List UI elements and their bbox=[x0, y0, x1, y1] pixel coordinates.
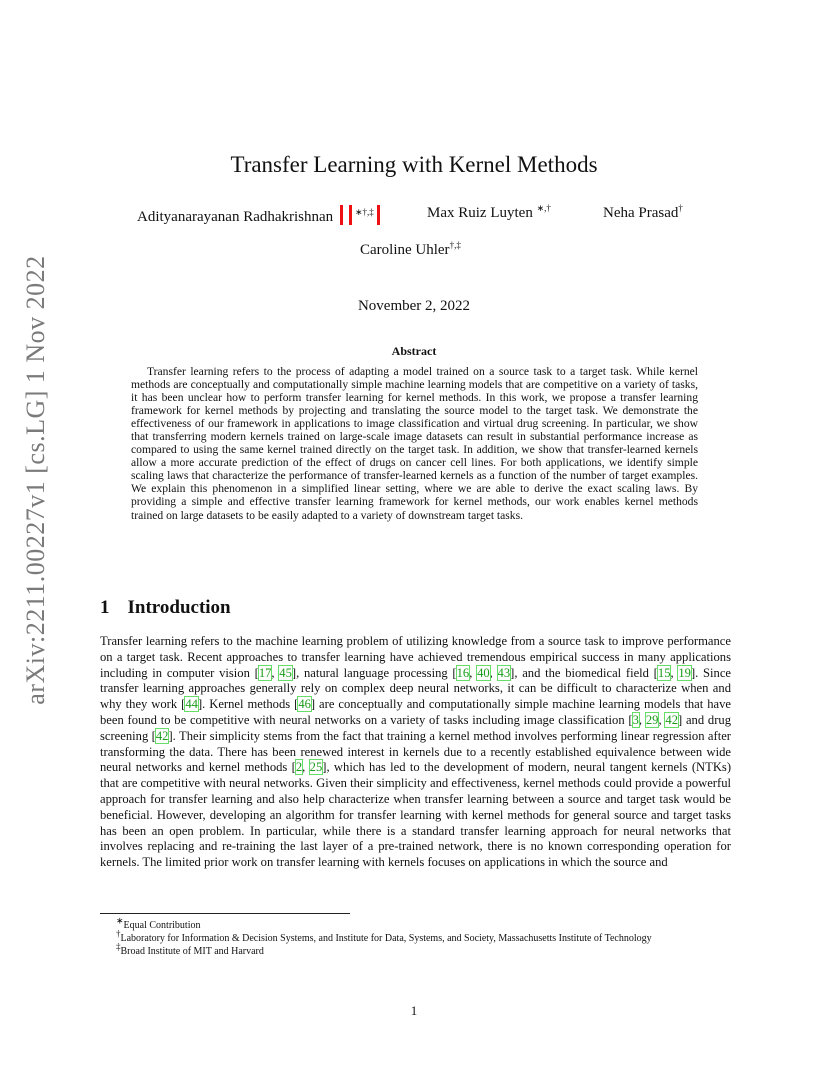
citation-link[interactable]: 3 bbox=[632, 712, 639, 727]
link-marker-icon bbox=[340, 205, 343, 225]
citation-link[interactable]: 42 bbox=[155, 728, 169, 743]
author-affiliation-marks: ∗†,‡ bbox=[354, 207, 374, 217]
footnotes bbox=[100, 915, 732, 958]
page-number: 1 bbox=[410, 1003, 418, 1018]
intro-text: ], which has led to the development of modern, neural tangent kernels (NTKs) that are competitive with neural networks. Given their simplicity and effectiveness, kernel methods could provide a powerful approach for transfer learning and also help characterize when transfer learning between a source and target task would be beneficial. However, developing an algorithm for transfer learning with kernel methods for general source and target tasks has been an open problem. In particular, while there is a standard transfer learning approach for neural networks that involves replacing and re-training the last layer of a pre-trained network, there is no known corresponding operation for kernels. The limited prior work on transfer learning with kernels focuses on applications in which the source and bbox=[100, 760, 732, 870]
footnote-mark: ‡ bbox=[116, 941, 121, 952]
intro-text: ]. Since transfer learning approaches generally rely on complex deep neural networks, it can be difficult to characterize when and why they work [ bbox=[100, 665, 731, 712]
paper-title: Transfer Learning with Kernel Methods bbox=[230, 152, 598, 177]
footnote-text: Laboratory for Information & Decision Systems, and Institute for Data, Systems, and Society, Massachusetts Institute of Technology bbox=[120, 933, 652, 944]
intro-text: ]. Kernel methods [ bbox=[197, 697, 299, 712]
citation-link[interactable]: 19 bbox=[678, 665, 691, 680]
citation-link[interactable]: 43 bbox=[497, 665, 511, 680]
footnote-divider bbox=[100, 913, 350, 914]
citation-link[interactable]: 42 bbox=[665, 712, 678, 727]
footnote-mark: ∗ bbox=[116, 915, 124, 926]
author-affiliation-marks: †,‡ bbox=[449, 240, 461, 250]
section-heading bbox=[100, 597, 231, 619]
author-affiliation-marks: ∗,† bbox=[536, 203, 551, 213]
author-4 bbox=[360, 242, 461, 259]
citation-link[interactable]: 15 bbox=[657, 665, 671, 680]
author-name: Adityanarayanan Radhakrishnan bbox=[137, 209, 334, 225]
author-2 bbox=[427, 205, 551, 222]
footnote-text: Broad Institute of MIT and Harvard bbox=[120, 946, 264, 957]
citation-link[interactable]: 29 bbox=[645, 712, 659, 727]
intro-text: ] and drug screening [ bbox=[100, 712, 732, 743]
intro-text: ], and the biomedical field [ bbox=[510, 665, 658, 680]
section-number: 1 bbox=[100, 597, 110, 618]
footnote-item bbox=[100, 941, 732, 958]
link-marker-icon bbox=[377, 205, 380, 225]
abstract-heading: Abstract bbox=[391, 344, 437, 358]
section-title: Introduction bbox=[127, 597, 231, 618]
author-3 bbox=[603, 205, 683, 222]
citation-link[interactable]: 44 bbox=[185, 697, 198, 712]
intro-text: ] are conceptually and computationally simple machine learning models that have been found to be competitive with neural networks on a variety of tasks including image classification [ bbox=[100, 697, 731, 727]
citation-link[interactable]: 25 bbox=[309, 760, 323, 775]
footnote-item bbox=[100, 928, 732, 945]
link-marker-icon bbox=[349, 205, 352, 225]
intro-text: ]. Their simplicity stems from the fact that training a kernel method involves performing linear regression after transforming the data. There has been renewed interest in kernels due to a recently established equivalence between wide neural networks and kernel methods [ bbox=[100, 728, 731, 775]
arxiv-identifier: arXiv:2211.00227v1 [cs.LG] 1 Nov 2022 bbox=[21, 255, 50, 705]
citation-link[interactable]: 40 bbox=[477, 665, 490, 680]
footnote-text: Equal Contribution bbox=[123, 920, 201, 931]
intro-text: ], natural language processing [ bbox=[291, 665, 457, 680]
citation-link[interactable]: 2 bbox=[295, 760, 303, 775]
introduction-paragraph: Transfer learning refers to the machine learning problem of utilizing knowledge from a source task to improve performance on a target task. Recent approaches to transfer learning have achieved tremendous empirical success in many applications including in computer vision [17, 45], natural language processing [16, 40, 43], and the biomedical field [15, 19]. Since transfer learning approaches generally rely on complex deep neural networks, it can be difficult to characterize when and why they work [44]. Kernel methods [46] are conceptually and computationally simple machine learning models that have been found to be competitive with neural networks on a variety of tasks including image classification [3, 29, 42] and drug screening [42]. Their simplicity stems from the fact that training a kernel method involves performing linear regression after transforming the data. There has been renewed interest in kernels due to a recently established equivalence between wide neural networks and kernel methods [2, 25], which has led to the development of modern, neural tangent kernels (NTKs) that are competitive with neural networks. Given their simplicity and effectiveness, kernel methods could provide a powerful approach for transfer learning and also help characterize when transfer learning between a source and target task would be beneficial. However, developing an algorithm for transfer learning with kernel methods for general source and target tasks has been an open problem. In particular, while there is a standard transfer learning approach for neural networks that involves replacing and re-training the last layer of a pre-trained network, there is no known corresponding operation for kernels. The limited prior work on transfer learning with kernels focuses on applications in which the source and bbox=[100, 634, 732, 870]
citation-link[interactable]: 46 bbox=[298, 697, 311, 712]
footnote-item bbox=[100, 915, 732, 932]
author-affiliation-marks: † bbox=[678, 203, 683, 213]
author-name: Caroline Uhler bbox=[360, 242, 450, 258]
author-1 bbox=[137, 205, 383, 226]
author-name: Neha Prasad bbox=[603, 205, 679, 221]
footnote-mark: † bbox=[116, 928, 121, 939]
citation-link[interactable]: 17 bbox=[258, 665, 272, 680]
publication-date: November 2, 2022 bbox=[357, 298, 471, 314]
citation-link[interactable]: 45 bbox=[279, 665, 292, 680]
abstract-body bbox=[131, 365, 698, 522]
citation-link[interactable]: 16 bbox=[456, 665, 470, 680]
abstract-text: Transfer learning refers to the process of adapting a model trained on a source task to a target task. While kernel methods are conceptually and computationally simple machine learning models that are competitive on a variety of tasks, it has been unclear how to perform transfer learning for kernel methods. In this work, we propose a transfer learning framework for kernel methods by projecting and translating the source model to the target task. We demonstrate the effectiveness of our framework in applications to image classification and virtual drug screening. In particular, we show that transferring modern kernels trained on large-scale image datasets can result in substantial performance increase as compared to using the same kernel trained directly on the target task. In addition, we show that transfer-learned kernels allow a more accurate prediction of the effect of drugs on cancer cell lines. For both applications, we identify simple scaling laws that characterize the performance of transfer-learned kernels as a function of the number of target examples. We explain this phenomenon in a simplified linear setting, where we are able to derive the exact scaling laws. By providing a simple and effective transfer learning framework for kernel methods, our work enables kernel methods trained on large datasets to be easily adapted to a variety of downstream target tasks. bbox=[131, 365, 698, 522]
intro-text: Transfer learning refers to the machine learning problem of utilizing knowledge from a source task to improve performance on a target task. Recent approaches to transfer learning have achieved tremendous empirical success in many applications including in computer vision [ bbox=[100, 634, 731, 680]
author-name: Max Ruiz Luyten bbox=[427, 205, 533, 221]
